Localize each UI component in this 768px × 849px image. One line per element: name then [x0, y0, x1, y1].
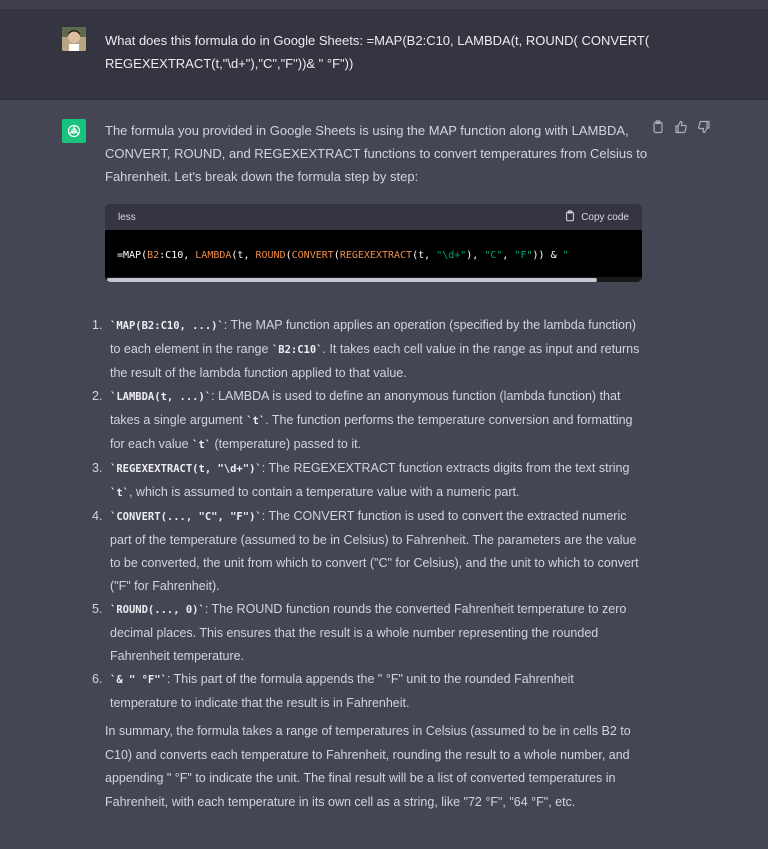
- list-item-text: : LAMBDA is used to define an anonymous function (lambda function) that takes a single argument: [110, 389, 621, 427]
- list-item: [82, 314, 642, 385]
- user-message-text: What does this formula do in Google Sheets: =MAP(B2:C10, LAMBDA(t, ROUND( CONVERT( REGEXEXTRACT(t,"\d+"),"C","F"))& " °F")): [105, 33, 650, 71]
- list-item-number: 6.: [92, 672, 103, 686]
- code-token: (t,: [231, 250, 256, 261]
- list-item-number: 1.: [92, 318, 103, 332]
- inline-code: `LAMBDA(t, ...)`: [110, 391, 212, 403]
- list-item: [82, 598, 642, 668]
- code-token: ": [562, 250, 569, 261]
- message-actions: [651, 120, 711, 134]
- list-item-text: : The REGEXEXTRACT function extracts digits from the text string: [261, 461, 630, 475]
- code-block-header: [105, 204, 642, 230]
- list-item-text: . It takes each cell value in the range as input and returns the result of the lambda function applied to that value.: [110, 342, 640, 380]
- thumbs-up-icon[interactable]: [674, 120, 688, 134]
- code-token: "\d+": [436, 250, 467, 261]
- inline-code: `ROUND(..., 0)`: [110, 604, 205, 616]
- thumbs-down-icon[interactable]: [697, 120, 711, 134]
- top-strip: [0, 0, 768, 9]
- list-item-text: : The MAP function applies an operation (specified by the lambda function) to each element in the range: [110, 318, 637, 356]
- clipboard-icon[interactable]: [651, 120, 665, 134]
- code-token: :C10,: [159, 250, 196, 261]
- inline-code: `REGEXEXTRACT(t, "\d+")`: [110, 463, 262, 475]
- inline-code: `t`: [246, 415, 266, 427]
- openai-logo-icon: [62, 119, 86, 143]
- inline-code: `CONVERT(..., "C", "F")`: [110, 511, 262, 523]
- copy-code-label: Copy code: [581, 211, 629, 223]
- code-block: [105, 204, 642, 282]
- code-token: )) &: [532, 250, 563, 261]
- user-message: [0, 9, 768, 100]
- code-token: (t,: [412, 250, 437, 261]
- list-item-text: (temperature) passed to it.: [210, 437, 362, 451]
- code-token: ),: [466, 250, 485, 261]
- list-item: [82, 385, 642, 457]
- code-token: (: [333, 250, 340, 261]
- list-item-text: : This part of the formula appends the " °F" unit to the rounded Fahrenheit temperature to indicate that the result is in Fahrenheit.: [110, 672, 574, 710]
- code-token: REGEXEXTRACT: [339, 250, 413, 261]
- code-scrollbar[interactable]: [105, 277, 642, 282]
- clipboard-icon: [564, 210, 576, 225]
- code-token: =MAP(: [117, 250, 148, 261]
- code-token: "F": [514, 250, 533, 261]
- assistant-message: [0, 100, 768, 849]
- list-item-text: . The function performs the temperature conversion and formatting for each value: [110, 413, 633, 451]
- code-token: (: [285, 250, 292, 261]
- list-item-number: 2.: [92, 389, 103, 403]
- code-token: ,: [502, 250, 515, 261]
- code-content: [105, 230, 642, 282]
- inline-code: `t`: [110, 487, 129, 499]
- inline-code: `t`: [192, 439, 211, 451]
- list-item-text: , which is assumed to contain a temperature value with a numeric part.: [128, 485, 520, 499]
- list-item: [82, 457, 642, 505]
- list-item-number: 5.: [92, 602, 103, 616]
- code-token: ROUND: [255, 250, 286, 261]
- code-token: CONVERT: [291, 250, 334, 261]
- copy-code-button[interactable]: [564, 210, 629, 225]
- code-token: "C": [484, 250, 503, 261]
- user-avatar-icon: [62, 27, 86, 51]
- list-item-number: 3.: [92, 461, 103, 475]
- code-token: LAMBDA: [195, 250, 232, 261]
- code-scrollbar-thumb[interactable]: [107, 278, 597, 282]
- list-item-text: : The CONVERT function is used to convert the extracted numeric part of the temperature (assumed to be in Celsius) to Fahrenheit. The parameters are the value to be converted, the unit from which to convert ("C" for Celsius), and the unit to which to convert ("F" for Fahrenheit).: [110, 509, 639, 593]
- code-language-label: less: [118, 211, 136, 223]
- inline-code: `MAP(B2:C10, ...)`: [110, 320, 224, 332]
- assistant-intro-text: The formula you provided in Google Sheets is using the MAP function along with LAMBDA, CONVERT, ROUND, and REGEXEXTRACT functions to convert temperatures from Celsius to Fahrenheit. Let's break down the formula step by step:: [105, 123, 648, 184]
- summary-text: In summary, the formula takes a range of temperatures in Celsius (assumed to be in cells B2 to C10) and converts each temperature to Fahrenheit, rounding the result to a whole number, and appending " °F" to indicate the unit. The final result will be a list of converted temperatures in Fahrenheit, with each temperature in its own cell as a string, like "72 °F", "64 °F", etc.: [105, 724, 631, 809]
- inline-code: `B2:C10`: [271, 344, 323, 356]
- inline-code: `& " °F"`: [110, 674, 167, 686]
- list-item: [82, 668, 642, 715]
- code-token: B2: [147, 250, 160, 261]
- list-item-number: 4.: [92, 509, 103, 523]
- list-item-text: : The ROUND function rounds the converted Fahrenheit temperature to zero decimal places. This ensures that the result is a whole number representing the rounded Fahrenheit temperature.: [110, 602, 627, 663]
- list-item: [82, 505, 642, 598]
- steps-list: [82, 314, 642, 715]
